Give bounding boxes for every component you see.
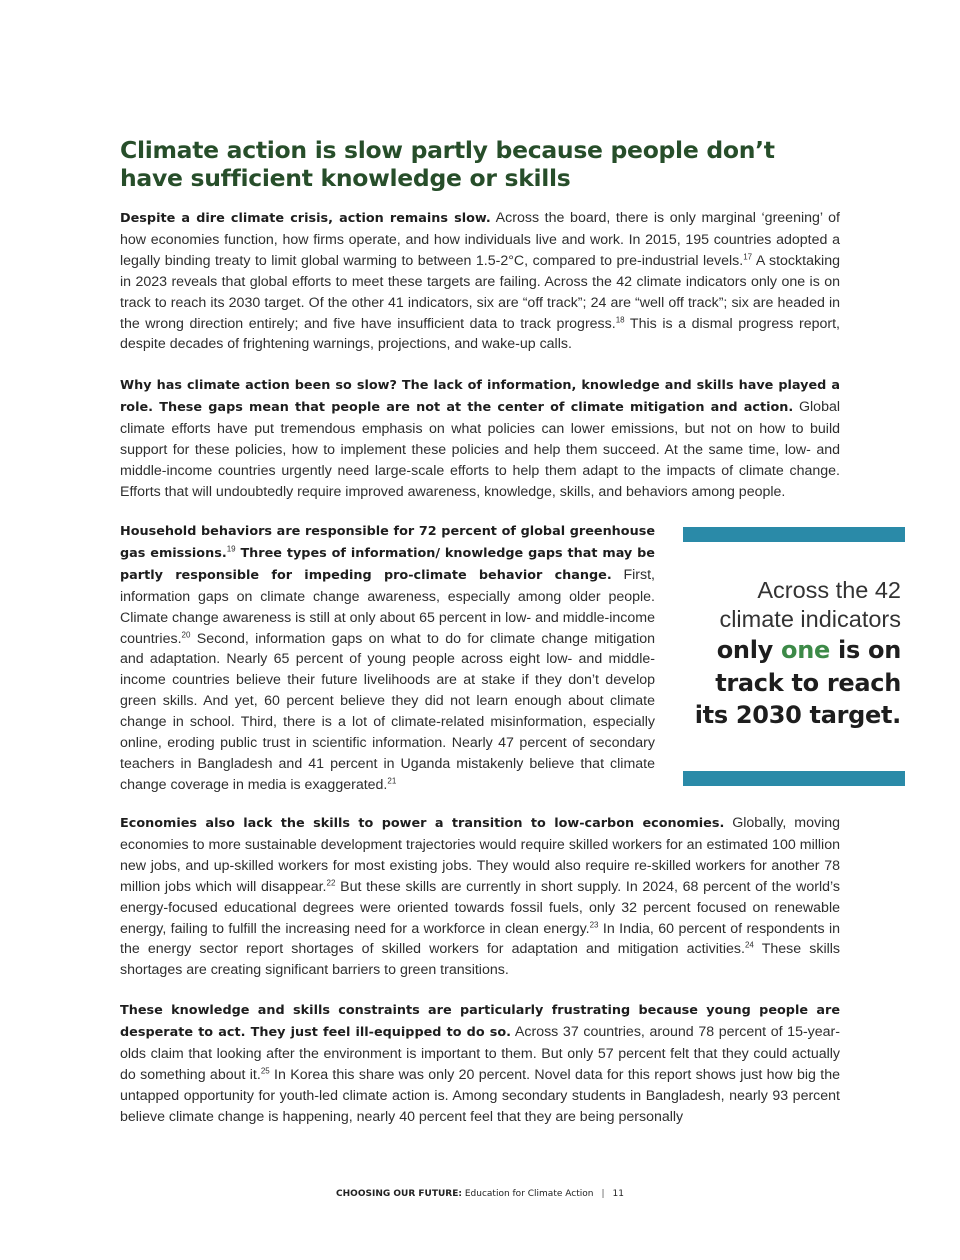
pullquote-top-bar <box>683 527 905 542</box>
pullquote-accent-word: one <box>781 636 830 664</box>
footer-separator: | <box>601 1189 605 1199</box>
footnote-ref: 19 <box>226 544 236 554</box>
paragraph-lead: Why has climate action been so slow? The lack of information, knowledge and skills have played a role. These gaps mean that people are not at the center of climate mitigation and action. <box>120 378 840 415</box>
pullquote-line: only one is on <box>716 636 901 664</box>
pullquote-line: its 2030 target. <box>694 701 901 729</box>
paragraph-lead: Despite a dire climate crisis, action remains slow. <box>120 211 491 226</box>
paragraph-lead: Three types of information/ knowledge gaps that may be partly responsible for impeding pro-climate behavior change. <box>120 545 655 583</box>
footnote-ref: 21 <box>387 776 397 786</box>
pullquote-line: climate indicators <box>719 606 901 632</box>
footer-report-subtitle: Education for Climate Action <box>461 1189 594 1199</box>
paragraph-why-slow: Why has climate action been so slow? The lack of information, knowledge and skills have played a role. These gaps mean that people are not at the center of climate mitigation and action. Global climate efforts have put tremendous emphasis on what policies can lower emissions, but not on how to build support for these policies, how to implement these policies and help them succeed. At the same time, low- and middle-income countries urgently need large-scale efforts to help them adapt to the impacts of climate change. Efforts that will undoubtedly require improved awareness, knowledge, skills, and behaviors among people. <box>120 378 841 500</box>
pullquote <box>683 576 901 732</box>
pullquote-line: track to reach <box>715 668 901 697</box>
page-footer <box>0 1189 960 1199</box>
pullquote-bottom-bar <box>683 771 905 786</box>
paragraph-economies-skills: Economies also lack the skills to power a transition to low-carbon economies. Globally, moving economies to more sustainable development trajectories would require skilled workers for an estimated 100 million new jobs, and up-skilled workers for most existing jobs. They would also require re-skilled workers for another 78 million jobs which will disappear.$^{22}$ But these skills are currently in short supply. In 2024, 68 percent of the world’s energy-focused educational degrees were oriented towards fossil fuels, only 32 percent focused on renewable energy, failing to fulfill the increasing need for a workforce in clean energy.$^{23}$ In India, 60 percent of respondents in the energy sector report shortages of skilled workers for adaptation and mitigation activities.$^{24}$ These skills shortages are creating significant barriers to green transitions. <box>120 815 840 979</box>
footnote-ref: 22 <box>326 877 336 887</box>
footnote-ref: 24 <box>744 940 754 950</box>
section-heading: Climate action is slow partly because people don’t have sufficient knowledge or skills <box>120 136 775 192</box>
paragraph-young-people: These knowledge and skills constraints are particularly frustrating because young people are desperate to act. They just feel ill-equipped to do so. Across 37 countries, around 78 percent of 15-year-olds claim that looking after the environment is important to them. But only 57 percent felt that they could actually do something about it.$^{25}$ In Korea this share was only 20 percent. Novel data for this report shows just how big the untapped opportunity for youth-led climate action is. Among secondary students in Bangladesh, nearly 93 percent believe climate change is happening, nearly 40 percent feel that they are being personally <box>120 1003 841 1125</box>
footnote-ref: 25 <box>260 1065 270 1075</box>
paragraph-lead: These knowledge and skills constraints are particularly frustrating because young people are desperate to act. They just feel ill-equipped to do so. <box>120 1003 840 1040</box>
pullquote-line: Across the 42 <box>757 577 901 603</box>
paragraph-lead: Household behaviors are responsible for 72 percent of global greenhouse gas emissions. <box>120 524 655 561</box>
paragraph-dire-climate-crisis: Despite a dire climate crisis, action remains slow. Across the board, there is only marginal ‘greening’ of how economies function, how firms operate, and how individuals live and work. In 2015, 195 countries adopted a legally binding treaty to limit global warming to between 1.5-2°C, compared to pre-industrial levels.$^{17}$ A stocktaking in 2023 reveals that global efforts to meet these targets are failing. Across the 42 climate indicators only one is on track to reach its 2030 target. Of the other 41 indicators, six are “off track”; 24 are “well off track”; six are headed in the wrong direction entirely; and five have insufficient data to track progress.$^{18}$ This is a dismal progress report, despite decades of frightening warnings, projections, and wake-up calls. <box>120 210 840 353</box>
footnote-ref: 18 <box>615 314 625 324</box>
paragraph-household-behaviors: Household behaviors are responsible for 72 percent of global greenhouse gas emissions.$^{19}$ Three types of information/ knowledge gaps that may be partly responsible for impeding pro-climate behavior change. First, information gaps on climate change awareness, especially among older people. Climate change awareness is still at only about 65 percent in low- and middle-income countries.$^{20}$ Second, information gaps on what to do for climate change mitigation and adaptation. Nearly 65 percent of young people across eight low- and middle-income countries believe their future livelihoods are at stake if they don’t develop green skills. And yet, 60 percent believe they did not learn enough about climate change in school. Third, there is a lot of climate-related misinformation, especially online, eroding public trust in scientific information. Nearly 47 percent of secondary teachers in Bangladesh and 41 percent in Uganda mistakenly believe that climate change coverage in media is exaggerated.$^{21}$ <box>120 524 656 793</box>
paragraph-lead: Economies also lack the skills to power a transition to low-carbon economies. <box>120 816 725 831</box>
footnote-ref: 23 <box>589 919 599 929</box>
footnote-ref: 20 <box>181 629 191 639</box>
footer-report-title: CHOOSING OUR FUTURE: <box>336 1189 462 1199</box>
footnote-ref: 17 <box>743 252 753 262</box>
page-number: 11 <box>612 1189 624 1199</box>
